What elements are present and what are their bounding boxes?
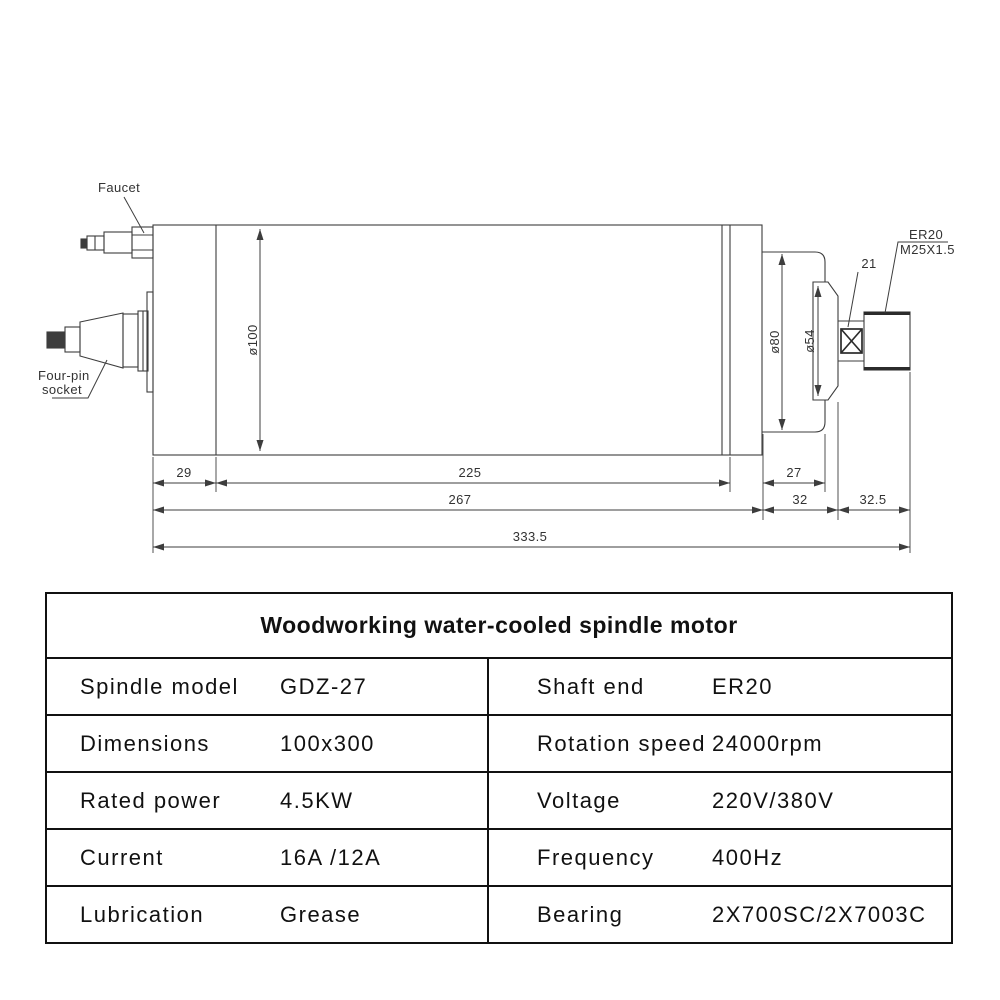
dim-label-32-5: 32.5 [859, 492, 887, 507]
spec-cell-current [47, 830, 489, 885]
diameter-label-nose: ø54 [802, 329, 817, 353]
spec-value: 4.5KW [280, 787, 354, 813]
collet-label: ER20 [909, 227, 944, 242]
thread-label: M25X1.5 [900, 242, 955, 257]
spec-cell-voltage [489, 773, 951, 828]
spec-label: Current [80, 844, 164, 870]
faucet-fitting [81, 227, 153, 258]
spec-value: 100x300 [280, 730, 375, 756]
dim-label-267: 267 [448, 492, 472, 507]
faucet-label: Faucet [98, 180, 141, 195]
bearing-width-label: 21 [861, 256, 877, 271]
diameter-label-body: ø100 [245, 324, 260, 356]
table-row [47, 887, 951, 942]
spec-cell-dimensions [47, 716, 489, 771]
spec-cell-bearing [489, 887, 951, 942]
spec-cell-rotation-speed [489, 716, 951, 771]
spec-cell-lubrication [47, 887, 489, 942]
dim-label-32: 32 [792, 492, 808, 507]
table-title: Woodworking water-cooled spindle motor [260, 612, 738, 638]
er20-collet-nut [864, 312, 910, 370]
spec-label: Bearing [537, 901, 624, 927]
spec-cell-frequency [489, 830, 951, 885]
spec-value: 16A /12A [280, 844, 382, 870]
spec-value: 220V/380V [712, 787, 835, 813]
table-title-row [47, 594, 951, 659]
spec-label: Voltage [537, 787, 621, 813]
dim-label-29: 29 [176, 465, 192, 480]
spec-value: Grease [280, 901, 362, 927]
spec-value: 400Hz [712, 844, 784, 870]
spec-cell-rated-power [47, 773, 489, 828]
spec-label: Spindle model [80, 673, 239, 699]
spec-value: ER20 [712, 673, 774, 699]
shaft-nose [813, 282, 910, 400]
spec-cell-shaft-end [489, 659, 951, 714]
spec-cell-spindle-model [47, 659, 489, 714]
dim-label-333-5: 333.5 [512, 529, 548, 544]
spec-value: GDZ-27 [280, 673, 368, 699]
dim-label-225: 225 [458, 465, 482, 480]
bearing-symbol [841, 329, 862, 353]
dim-label-27: 27 [786, 465, 802, 480]
table-row [47, 659, 951, 716]
spec-value: 2X700SC/2X7003C [712, 901, 927, 927]
spec-label: Lubrication [80, 901, 205, 927]
extension-lines [153, 372, 910, 553]
spec-label: Dimensions [80, 730, 210, 756]
socket-label-line1: Four-pin [38, 368, 90, 383]
spec-label: Shaft end [537, 673, 645, 699]
table-row [47, 773, 951, 830]
spec-value: 24000rpm [712, 730, 824, 756]
spec-label: Rotation speed [537, 730, 706, 756]
diameter-label-flange: ø80 [767, 330, 782, 354]
spec-label: Frequency [537, 844, 655, 870]
spec-label: Rated power [80, 787, 222, 813]
socket-label-line2: socket [42, 382, 82, 397]
spec-table [45, 592, 953, 944]
table-row [47, 716, 951, 773]
table-row [47, 830, 951, 887]
